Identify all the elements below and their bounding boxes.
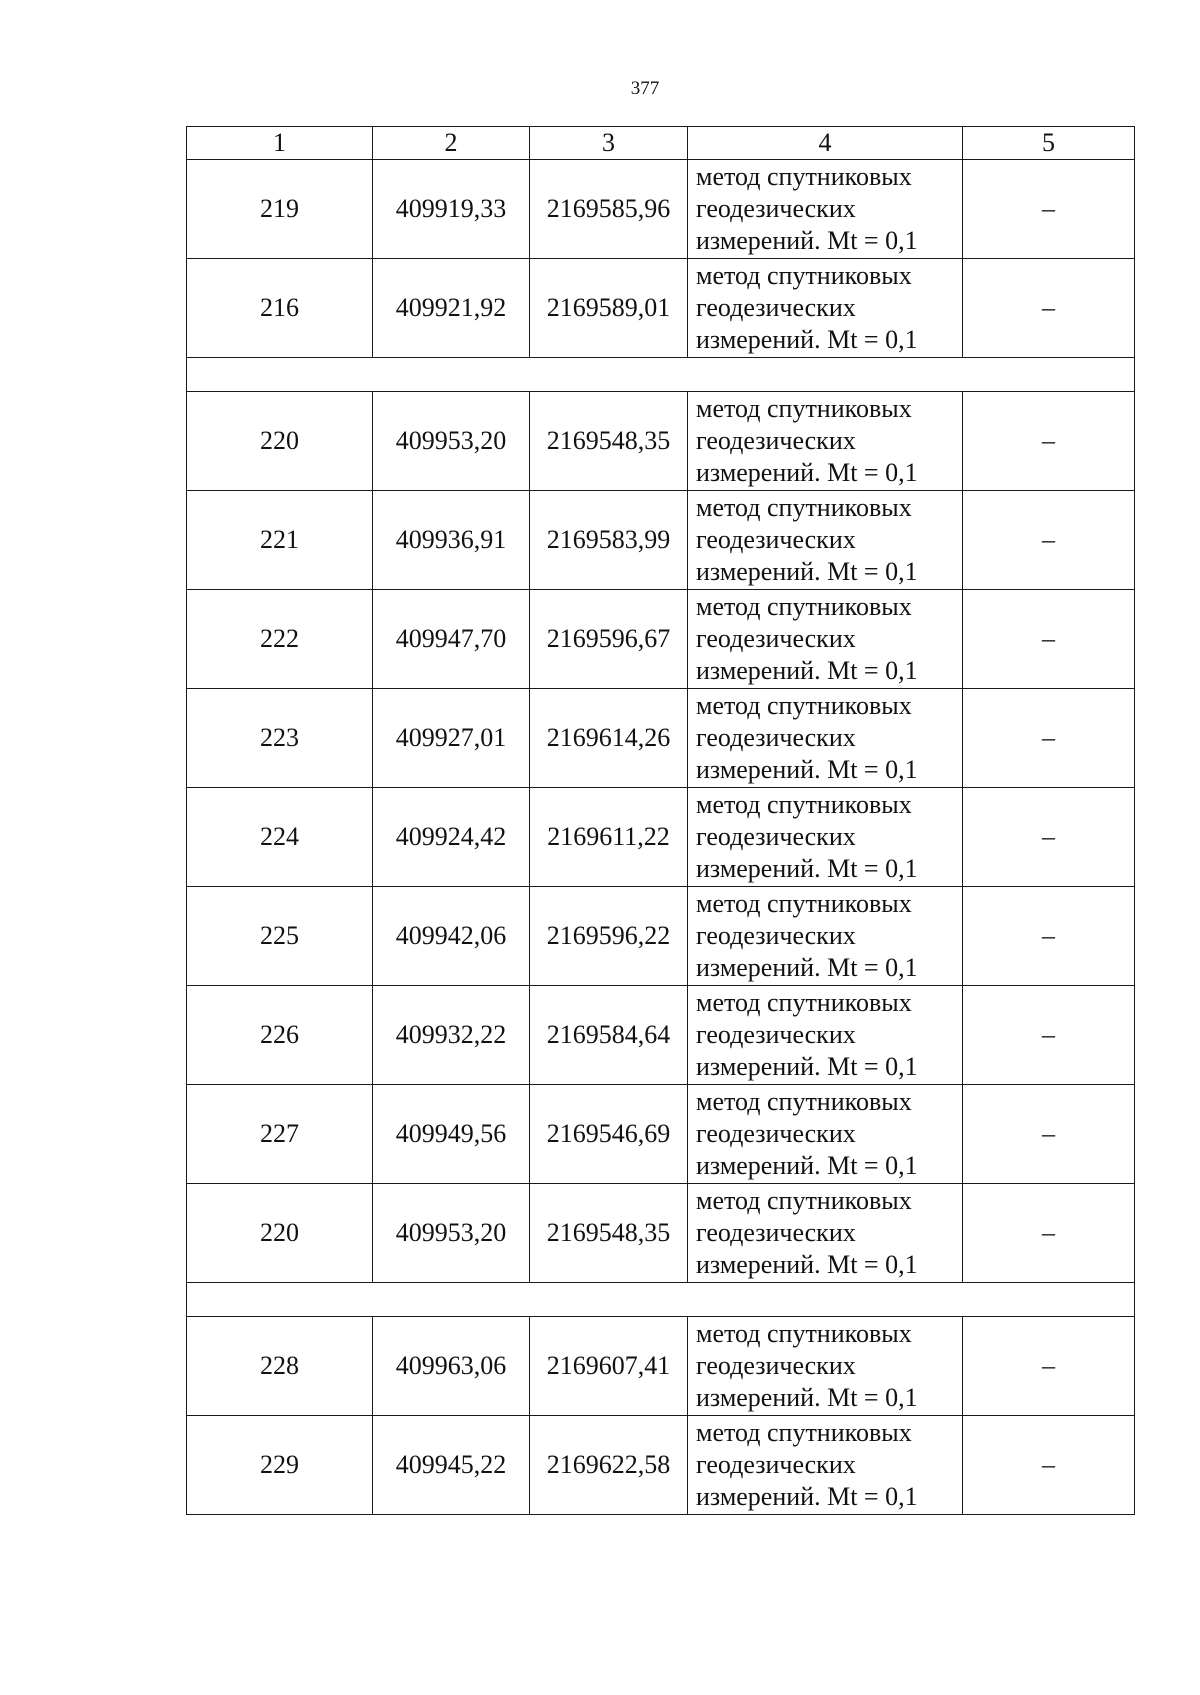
- accuracy-dash-cell: –: [963, 491, 1135, 590]
- method-text-line-3: измерений. Mt = 0,1: [696, 325, 918, 354]
- x-coordinate-cell: 409963,06: [373, 1317, 530, 1416]
- y-coordinate-cell: 2169548,35: [530, 392, 688, 491]
- x-coordinate-cell: 409949,56: [373, 1085, 530, 1184]
- method-text-line-2: геодезических: [696, 1119, 856, 1148]
- method-cell: [688, 491, 963, 590]
- method-text-line-1: метод спутниковых: [696, 493, 912, 522]
- method-text-line-2: геодезических: [696, 525, 856, 554]
- method-cell: [688, 160, 963, 259]
- method-text-line-2: геодезических: [696, 1020, 856, 1049]
- y-coordinate-cell: 2169607,41: [530, 1317, 688, 1416]
- x-coordinate-cell: 409947,70: [373, 590, 530, 689]
- accuracy-dash-cell: –: [963, 259, 1135, 358]
- table-row: [187, 1317, 1135, 1416]
- method-text-line-2: геодезических: [696, 822, 856, 851]
- method-text-line-3: измерений. Mt = 0,1: [696, 1052, 918, 1081]
- point-number-cell: 220: [187, 392, 373, 491]
- y-coordinate-cell: 2169546,69: [530, 1085, 688, 1184]
- method-text-line-1: метод спутниковых: [696, 1186, 912, 1215]
- x-coordinate-cell: 409936,91: [373, 491, 530, 590]
- method-text-line-2: геодезических: [696, 723, 856, 752]
- point-number-cell: 223: [187, 689, 373, 788]
- method-text-line-3: измерений. Mt = 0,1: [696, 1383, 918, 1412]
- method-text-line-1: метод спутниковых: [696, 1319, 912, 1348]
- method-text-line-2: геодезических: [696, 293, 856, 322]
- table-row: [187, 788, 1135, 887]
- point-number-cell: 220: [187, 1184, 373, 1283]
- x-coordinate-cell: 409924,42: [373, 788, 530, 887]
- table-row: [187, 392, 1135, 491]
- method-text-line-1: метод спутниковых: [696, 988, 912, 1017]
- accuracy-dash-cell: –: [963, 1317, 1135, 1416]
- method-text-line-1: метод спутниковых: [696, 1087, 912, 1116]
- column-header-5: 5: [963, 127, 1135, 160]
- method-text-line-1: метод спутниковых: [696, 261, 912, 290]
- accuracy-dash-cell: –: [963, 986, 1135, 1085]
- x-coordinate-cell: 409953,20: [373, 1184, 530, 1283]
- accuracy-dash-cell: –: [963, 160, 1135, 259]
- y-coordinate-cell: 2169583,99: [530, 491, 688, 590]
- x-coordinate-cell: 409921,92: [373, 259, 530, 358]
- accuracy-dash-cell: –: [963, 590, 1135, 689]
- x-coordinate-cell: 409945,22: [373, 1416, 530, 1515]
- y-coordinate-cell: 2169611,22: [530, 788, 688, 887]
- method-text-line-1: метод спутниковых: [696, 162, 912, 191]
- x-coordinate-cell: 409942,06: [373, 887, 530, 986]
- y-coordinate-cell: 2169614,26: [530, 689, 688, 788]
- method-cell: [688, 1085, 963, 1184]
- point-number-cell: 222: [187, 590, 373, 689]
- method-text-line-1: метод спутниковых: [696, 691, 912, 720]
- method-cell: [688, 1184, 963, 1283]
- accuracy-dash-cell: –: [963, 1085, 1135, 1184]
- method-text-line-2: геодезических: [696, 1450, 856, 1479]
- method-text-line-3: измерений. Mt = 0,1: [696, 953, 918, 982]
- y-coordinate-cell: 2169585,96: [530, 160, 688, 259]
- point-number-cell: 228: [187, 1317, 373, 1416]
- accuracy-dash-cell: –: [963, 1184, 1135, 1283]
- method-text-line-2: геодезических: [696, 194, 856, 223]
- point-number-cell: 229: [187, 1416, 373, 1515]
- coordinates-table: [186, 126, 1135, 1515]
- x-coordinate-cell: 409919,33: [373, 160, 530, 259]
- group-separator-row: [187, 1283, 1135, 1317]
- header-row: [187, 127, 1135, 160]
- column-header-2: 2: [373, 127, 530, 160]
- x-coordinate-cell: 409953,20: [373, 392, 530, 491]
- y-coordinate-cell: 2169589,01: [530, 259, 688, 358]
- method-text-line-1: метод спутниковых: [696, 1418, 912, 1447]
- group-separator-cell: [187, 358, 1135, 392]
- point-number-cell: 219: [187, 160, 373, 259]
- group-separator-cell: [187, 1283, 1135, 1317]
- accuracy-dash-cell: –: [963, 1416, 1135, 1515]
- method-text-line-3: измерений. Mt = 0,1: [696, 1482, 918, 1511]
- method-text-line-2: геодезических: [696, 624, 856, 653]
- method-cell: [688, 986, 963, 1085]
- point-number-cell: 225: [187, 887, 373, 986]
- method-cell: [688, 392, 963, 491]
- point-number-cell: 224: [187, 788, 373, 887]
- method-text-line-2: геодезических: [696, 921, 856, 950]
- method-cell: [688, 689, 963, 788]
- method-text-line-3: измерений. Mt = 0,1: [696, 1250, 918, 1279]
- method-text-line-1: метод спутниковых: [696, 889, 912, 918]
- y-coordinate-cell: 2169584,64: [530, 986, 688, 1085]
- method-text-line-3: измерений. Mt = 0,1: [696, 755, 918, 784]
- table-row: [187, 590, 1135, 689]
- table-row: [187, 887, 1135, 986]
- group-separator-row: [187, 358, 1135, 392]
- method-text-line-2: геодезических: [696, 1218, 856, 1247]
- method-cell: [688, 887, 963, 986]
- accuracy-dash-cell: –: [963, 392, 1135, 491]
- method-text-line-2: геодезических: [696, 1351, 856, 1380]
- table-row: [187, 1184, 1135, 1283]
- point-number-cell: 227: [187, 1085, 373, 1184]
- y-coordinate-cell: 2169622,58: [530, 1416, 688, 1515]
- method-text-line-3: измерений. Mt = 0,1: [696, 854, 918, 883]
- x-coordinate-cell: 409927,01: [373, 689, 530, 788]
- table-row: [187, 160, 1135, 259]
- point-number-cell: 221: [187, 491, 373, 590]
- method-cell: [688, 1416, 963, 1515]
- y-coordinate-cell: 2169596,22: [530, 887, 688, 986]
- table-row: [187, 491, 1135, 590]
- method-text-line-2: геодезических: [696, 426, 856, 455]
- method-text-line-3: измерений. Mt = 0,1: [696, 557, 918, 586]
- method-text-line-1: метод спутниковых: [696, 790, 912, 819]
- method-cell: [688, 1317, 963, 1416]
- accuracy-dash-cell: –: [963, 887, 1135, 986]
- table-row: [187, 986, 1135, 1085]
- point-number-cell: 216: [187, 259, 373, 358]
- method-text-line-3: измерений. Mt = 0,1: [696, 656, 918, 685]
- method-text-line-3: измерений. Mt = 0,1: [696, 1151, 918, 1180]
- method-text-line-3: измерений. Mt = 0,1: [696, 226, 918, 255]
- method-cell: [688, 788, 963, 887]
- method-text-line-1: метод спутниковых: [696, 394, 912, 423]
- method-text-line-1: метод спутниковых: [696, 592, 912, 621]
- x-coordinate-cell: 409932,22: [373, 986, 530, 1085]
- table-body: [187, 160, 1135, 1515]
- y-coordinate-cell: 2169548,35: [530, 1184, 688, 1283]
- page-number: 377: [630, 78, 660, 99]
- method-cell: [688, 590, 963, 689]
- column-header-1: 1: [187, 127, 373, 160]
- method-text-line-3: измерений. Mt = 0,1: [696, 458, 918, 487]
- column-header-3: 3: [530, 127, 688, 160]
- y-coordinate-cell: 2169596,67: [530, 590, 688, 689]
- table-row: [187, 1416, 1135, 1515]
- point-number-cell: 226: [187, 986, 373, 1085]
- accuracy-dash-cell: –: [963, 689, 1135, 788]
- table-row: [187, 689, 1135, 788]
- table-row: [187, 259, 1135, 358]
- accuracy-dash-cell: –: [963, 788, 1135, 887]
- table-row: [187, 1085, 1135, 1184]
- column-header-4: 4: [688, 127, 963, 160]
- method-cell: [688, 259, 963, 358]
